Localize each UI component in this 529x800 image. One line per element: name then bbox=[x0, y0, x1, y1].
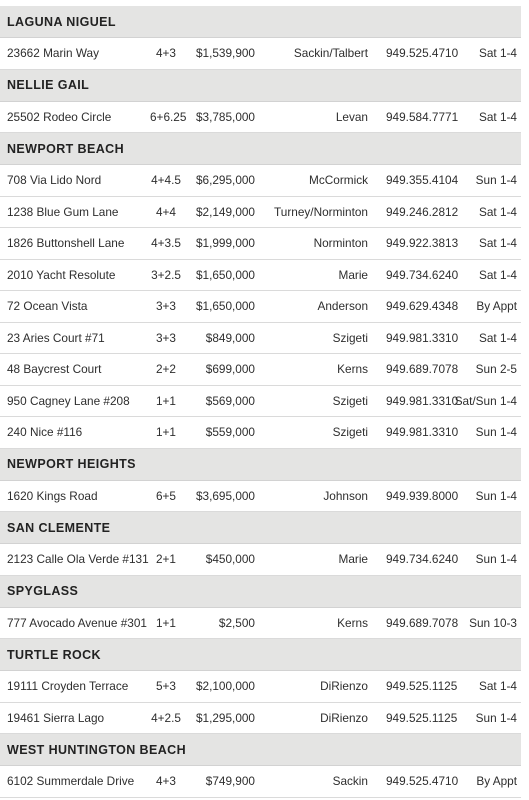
phone-cell: 949.734.6240 bbox=[386, 267, 459, 282]
open-time-cell: Sun 1-4 bbox=[475, 710, 517, 725]
open-time-cell: Sun 1-4 bbox=[475, 488, 517, 503]
listing-row bbox=[0, 165, 521, 197]
section-header: TURTLE ROCK bbox=[0, 639, 521, 671]
open-time-cell: Sat 1-4 bbox=[478, 236, 517, 251]
section-header: SPYGLASS bbox=[0, 576, 521, 608]
address-cell: 1238 Blue Gum Lane bbox=[7, 204, 119, 219]
beds-baths-cell: 4+4.5 bbox=[151, 173, 181, 188]
section-header: WEST HUNTINGTON BEACH bbox=[0, 734, 521, 766]
price-cell: $849,000 bbox=[205, 330, 255, 345]
listing-row bbox=[0, 766, 521, 798]
beds-baths-cell: 3+3 bbox=[155, 299, 176, 314]
address-cell: 25502 Rodeo Circle bbox=[7, 109, 112, 124]
address-cell: 23 Aries Court #71 bbox=[7, 330, 105, 345]
listing-row bbox=[0, 323, 521, 355]
section-header: SAN CLEMENTE bbox=[0, 512, 521, 544]
agent-cell: Sackin/Talbert bbox=[293, 46, 368, 61]
phone-cell: 949.981.3310 bbox=[386, 330, 459, 345]
address-cell: 72 Ocean Vista bbox=[7, 299, 88, 314]
beds-baths-cell: 5+3 bbox=[155, 679, 176, 694]
agent-cell: Szigeti bbox=[332, 330, 368, 345]
listing-row bbox=[0, 291, 521, 323]
address-cell: 1826 Buttonshell Lane bbox=[7, 236, 125, 251]
address-cell: 708 Via Lido Nord bbox=[7, 173, 102, 188]
address-cell: 240 Nice #116 bbox=[7, 425, 83, 440]
phone-cell: 949.525.4710 bbox=[386, 46, 459, 61]
section-header: NELLIE GAIL bbox=[0, 70, 521, 102]
section-header: LAGUNA NIGUEL bbox=[0, 6, 521, 38]
open-time-cell: Sat 1-4 bbox=[478, 46, 517, 61]
beds-baths-cell: 3+2.5 bbox=[151, 267, 181, 282]
listing-row bbox=[0, 544, 521, 576]
price-cell: $450,000 bbox=[205, 552, 255, 567]
address-cell: 2123 Calle Ola Verde #131 bbox=[7, 552, 149, 567]
phone-cell: 949.734.6240 bbox=[386, 552, 459, 567]
listing-row bbox=[0, 38, 521, 70]
beds-baths-cell: 3+3 bbox=[155, 330, 176, 345]
phone-cell: 949.689.7078 bbox=[386, 362, 459, 377]
open-time-cell: Sat 1-4 bbox=[478, 679, 517, 694]
address-cell: 23662 Marin Way bbox=[7, 46, 100, 61]
phone-cell: 949.525.1125 bbox=[386, 679, 458, 694]
phone-cell: 949.981.3310 bbox=[386, 425, 459, 440]
open-time-cell: Sun 1-4 bbox=[475, 425, 517, 440]
agent-cell: DiRienzo bbox=[320, 710, 368, 725]
agent-cell: McCormick bbox=[309, 173, 368, 188]
address-cell: 777 Avocado Avenue #301 bbox=[7, 615, 147, 630]
beds-baths-cell: 1+1 bbox=[155, 425, 176, 440]
listing-row bbox=[0, 386, 521, 418]
agent-cell: Norminton bbox=[313, 236, 368, 251]
listing-row bbox=[0, 197, 521, 229]
agent-cell: Kerns bbox=[337, 362, 368, 377]
agent-cell: Marie bbox=[338, 552, 368, 567]
phone-cell: 949.629.4348 bbox=[386, 299, 459, 314]
phone-cell: 949.355.4104 bbox=[386, 173, 459, 188]
section-header: NEWPORT BEACH bbox=[0, 133, 521, 165]
phone-cell: 949.981.3310 bbox=[386, 393, 459, 408]
agent-cell: DiRienzo bbox=[320, 679, 368, 694]
price-cell: $1,650,000 bbox=[195, 267, 255, 282]
address-cell: 1620 Kings Road bbox=[7, 488, 98, 503]
listing-row bbox=[0, 260, 521, 292]
price-cell: $2,100,000 bbox=[195, 679, 255, 694]
agent-cell: Johnson bbox=[323, 488, 368, 503]
price-cell: $559,000 bbox=[205, 425, 255, 440]
phone-cell: 949.246.2812 bbox=[386, 204, 459, 219]
price-cell: $749,900 bbox=[205, 774, 255, 789]
open-time-cell: By Appt bbox=[476, 299, 517, 314]
address-cell: 950 Cagney Lane #208 bbox=[7, 393, 130, 408]
address-cell: 6102 Summerdale Drive bbox=[7, 774, 135, 789]
agent-cell: Szigeti bbox=[332, 393, 368, 408]
beds-baths-cell: 4+3.5 bbox=[151, 236, 181, 251]
price-cell: $1,539,900 bbox=[195, 46, 255, 61]
price-cell: $569,000 bbox=[205, 393, 255, 408]
listing-row bbox=[0, 228, 521, 260]
open-time-cell: By Appt bbox=[476, 774, 517, 789]
price-cell: $1,295,000 bbox=[195, 710, 255, 725]
open-time-cell: Sun 2-5 bbox=[475, 362, 517, 377]
price-cell: $3,695,000 bbox=[195, 488, 255, 503]
phone-cell: 949.584.7771 bbox=[386, 109, 459, 124]
open-time-cell: Sat 1-4 bbox=[478, 267, 517, 282]
open-house-listing bbox=[0, 6, 521, 798]
agent-cell: Szigeti bbox=[332, 425, 368, 440]
phone-cell: 949.689.7078 bbox=[386, 615, 459, 630]
price-cell: $2,500 bbox=[218, 615, 255, 630]
listing-row bbox=[0, 481, 521, 513]
open-time-cell: Sun 1-4 bbox=[475, 173, 517, 188]
open-time-cell: Sun 10-3 bbox=[469, 615, 517, 630]
price-cell: $6,295,000 bbox=[195, 173, 255, 188]
price-cell: $2,149,000 bbox=[195, 204, 255, 219]
listing-row bbox=[0, 608, 521, 640]
price-cell: $1,650,000 bbox=[195, 299, 255, 314]
open-time-cell: Sat 1-4 bbox=[478, 330, 517, 345]
listing-row bbox=[0, 417, 521, 449]
phone-cell: 949.525.1125 bbox=[386, 710, 458, 725]
price-cell: $699,000 bbox=[205, 362, 255, 377]
beds-baths-cell: 6+6.25 bbox=[150, 109, 187, 124]
phone-cell: 949.525.4710 bbox=[386, 774, 459, 789]
price-cell: $1,999,000 bbox=[195, 236, 255, 251]
open-time-cell: Sat/Sun 1-4 bbox=[454, 393, 517, 408]
listing-row bbox=[0, 671, 521, 703]
agent-cell: Levan bbox=[335, 109, 368, 124]
address-cell: 19461 Sierra Lago bbox=[7, 710, 105, 725]
price-cell: $3,785,000 bbox=[195, 109, 255, 124]
listing-row bbox=[0, 354, 521, 386]
open-time-cell: Sun 1-4 bbox=[475, 552, 517, 567]
phone-cell: 949.939.8000 bbox=[386, 488, 459, 503]
beds-baths-cell: 4+3 bbox=[155, 774, 176, 789]
agent-cell: Kerns bbox=[337, 615, 368, 630]
agent-cell: Sackin bbox=[332, 774, 368, 789]
agent-cell: Anderson bbox=[317, 299, 368, 314]
agent-cell: Turney/Norminton bbox=[274, 204, 368, 219]
beds-baths-cell: 1+1 bbox=[155, 393, 176, 408]
section-header: NEWPORT HEIGHTS bbox=[0, 449, 521, 481]
address-cell: 2010 Yacht Resolute bbox=[7, 267, 116, 282]
beds-baths-cell: 2+1 bbox=[155, 552, 176, 567]
beds-baths-cell: 4+4 bbox=[155, 204, 176, 219]
beds-baths-cell: 1+1 bbox=[155, 615, 176, 630]
phone-cell: 949.922.3813 bbox=[386, 236, 459, 251]
listing-row bbox=[0, 703, 521, 735]
beds-baths-cell: 2+2 bbox=[155, 362, 176, 377]
open-time-cell: Sat 1-4 bbox=[478, 204, 517, 219]
address-cell: 48 Baycrest Court bbox=[7, 362, 102, 377]
address-cell: 19111 Croyden Terrace bbox=[7, 679, 129, 694]
agent-cell: Marie bbox=[338, 267, 368, 282]
open-time-cell: Sat 1-4 bbox=[478, 109, 517, 124]
beds-baths-cell: 6+5 bbox=[155, 488, 176, 503]
beds-baths-cell: 4+3 bbox=[155, 46, 176, 61]
listing-row bbox=[0, 102, 521, 134]
beds-baths-cell: 4+2.5 bbox=[151, 710, 181, 725]
